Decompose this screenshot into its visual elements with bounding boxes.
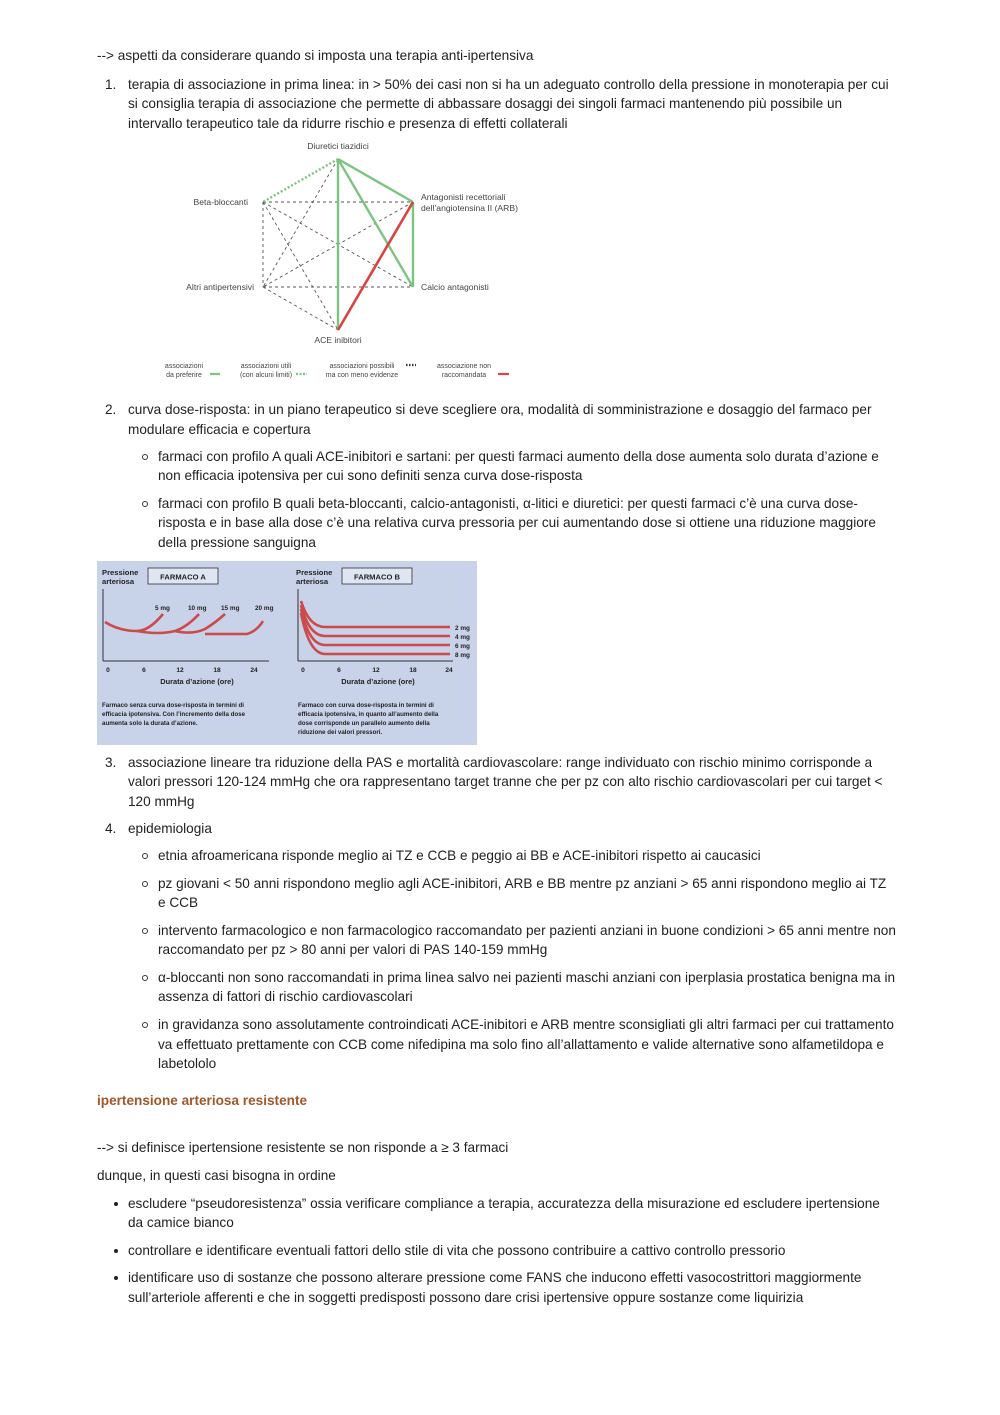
node-ace-inibitori: ACE inibitori (314, 335, 362, 346)
panel-b-ylabel-1: Pressione (296, 567, 333, 577)
node-diuretici: Diuretici tiazidici (307, 141, 369, 152)
tick-b-12: 12 (372, 666, 380, 674)
panel-a-ylabel-1: Pressione (102, 567, 139, 577)
tick-b-18: 18 (409, 666, 417, 674)
legend-non-2: raccomandata (441, 372, 487, 380)
definition-line: --> si definisce ipertensione resistente se non risponde a ≥ 3 farmaci (97, 1140, 509, 1156)
list-item: identificare uso di sostanze che possono alterare pressione come FANS che inducono effetti vasocostrittori maggiormente sull’arteriole afferenti e che in soggetti predisposti possono dare crisi ipertensive oppure sostanze come liquirizia (97, 1268, 897, 1307)
subitem: etnia afroamericana risponde meglio ai TZ e CCB e peggio ai BB e ACE-inibitori rispetto ai caucasici (128, 846, 897, 866)
subitem: intervento farmacologico e non farmacologico raccomandato per pazienti anziani in buone condizioni > 65 anni mentre non raccomandato per pz > 80 anni per valori di PAS 140-159 mmHg (128, 921, 897, 960)
tick-a-12: 12 (176, 666, 184, 674)
lead-line: dunque, in questi casi bisogna in ordine (97, 1168, 336, 1184)
legend-preferire-1: associazioni (164, 363, 204, 371)
preferred-associations-lines (338, 159, 413, 330)
dose-label-b-8: 8 mg (455, 651, 470, 659)
item-text: curva dose-risposta: in un piano terapeutico si deve scegliere ora, modalità di somministrazione e dosaggio del farmaco per modulare efficacia e copertura (128, 402, 872, 437)
intro-line: --> aspetti da considerare quando si imposta una terapia anti-ipertensiva (97, 48, 534, 63)
dose-label-a-15: 15 mg (221, 604, 240, 612)
panel-b-xlabel: Durata d’azione (ore) (341, 676, 415, 686)
list-item (97, 75, 897, 393)
panel-b-caption-1: Farmaco con curva dose-risposta in termini di (298, 701, 434, 709)
tick-b-6: 6 (337, 666, 341, 674)
subitem: in gravidanza sono assolutamente controindicati ACE-inibitori e ARB mentre sconsigliati gli altri farmaci per cui trattamento va effettuato prettamente con CCB come nifedipina ma solo fino all’allattamento e valide alternative sono alfametildopa e labetololo (128, 1015, 897, 1074)
diagram-legend (165, 363, 509, 379)
item-number: 1. (105, 76, 117, 92)
legend-possibili-1: associazioni possibili (329, 363, 395, 371)
tick-a-18: 18 (213, 666, 221, 674)
panel-a-caption-3: aumenta solo la durata d’azione. (102, 719, 198, 727)
panel-a-title: FARMACO A (160, 572, 206, 582)
resistant-steps-list (97, 1194, 897, 1308)
node-arb-line2: dell’angiotensina II (ARB) (421, 203, 518, 214)
panel-b-title: FARMACO B (354, 572, 400, 582)
list-item: controllare e identificare eventuali fattori dello stile di vita che possono contribuire a cattivo controllo pressorio (97, 1241, 897, 1261)
list-item: escludere “pseudoresistenza” ossia verificare compliance a terapia, accuratezza della misurazione ed escludere ipertensione da camice bianco (97, 1194, 897, 1233)
panel-a-caption-2: efficacia ipotensiva. Con l’incremento della dose (102, 710, 246, 718)
list-item (97, 753, 897, 812)
legend-possibili-2: ma con meno evidenze (325, 372, 399, 380)
document-body (97, 46, 897, 1316)
dose-response-figure (97, 561, 477, 745)
useful-association-line (263, 159, 338, 202)
tick-a-24: 24 (250, 666, 258, 674)
item-number: 4. (105, 821, 117, 837)
node-arb-line1: Antagonisti recettoriali (421, 192, 506, 203)
item-number: 2. (105, 402, 117, 418)
panel-b-caption-2: efficacia ipotensiva, in quanto all’aumento della (298, 710, 439, 718)
item-text: epidemiologia (128, 821, 212, 837)
node-altri-antipertensivi: Altri antipertensivi (186, 282, 254, 293)
dose-label-b-2: 2 mg (455, 624, 470, 632)
node-calcio-antagonisti: Calcio antagonisti (421, 282, 489, 293)
dose-label-b-4: 4 mg (455, 633, 470, 641)
panel-a-xlabel: Durata d’azione (ore) (160, 676, 234, 686)
subitem: pz giovani < 50 anni rispondono meglio agli ACE-inibitori, ARB e BB mentre pz anziani > 65 anni rispondono meglio ai TZ e CCB (128, 874, 897, 913)
subitem: α-bloccanti non sono raccomandati in prima linea salvo nei pazienti maschi anziani con iperplasia prostatica benigna ma in assenza di fattori di rischio cardiovascolari (128, 968, 897, 1007)
dose-label-a-10: 10 mg (188, 604, 207, 612)
legend-utili-1: associazioni utili (240, 363, 292, 371)
node-beta-bloccanti: Beta-bloccanti (193, 197, 248, 208)
tick-a-6: 6 (142, 666, 146, 674)
tick-b-24: 24 (445, 666, 453, 674)
panel-b-caption-4: riduzione dei valori pressori. (298, 728, 383, 736)
panel-b-ylabel-2: arteriosa (296, 576, 329, 586)
item-text: associazione lineare tra riduzione della PAS e mortalità cardiovascolare: range individuato con rischio minimo corrisponde a valori pressori 120-124 mmHg che ora rappresentano target tranne che per pz con alto rischio cardiovascolari per cui target < 120 mmHg (128, 754, 883, 809)
dose-label-b-6: 6 mg (455, 642, 470, 650)
legend-preferire-2: da preferire (166, 372, 202, 380)
list-item (97, 400, 897, 744)
considerations-list (97, 75, 897, 1074)
sublist (128, 447, 897, 553)
combination-hexagon-diagram (130, 137, 530, 392)
dose-label-a-20: 20 mg (255, 604, 274, 612)
list-item (97, 819, 897, 1074)
subitem: farmaci con profilo B quali beta-bloccanti, calcio-antagonisti, α-litici e diuretici: per questi farmaci c’è una curva dose-risposta e in base alla dose c’è una relativa curva pressoria per cui aumentando dose si ottiene una riduzione maggiore della pressione sanguigna (128, 494, 897, 553)
tick-b-0: 0 (301, 666, 305, 674)
item-text: terapia di associazione in prima linea: in > 50% dei casi non si ha un adeguato controllo della pressione in monoterapia per cui si consiglia terapia di associazione che permette di abbassare dosaggi dei singoli farmaci mantenendo più possibile un intervallo terapeutico tale da ridurre rischio e presenza di effetti collaterali (128, 76, 889, 131)
section-heading: ipertensione arteriosa resistente (97, 1092, 308, 1108)
panel-a-ylabel-2: arteriosa (102, 576, 135, 586)
sublist (128, 846, 897, 1074)
item-number: 3. (105, 754, 117, 770)
dose-label-a-5: 5 mg (155, 604, 170, 612)
subitem: farmaci con profilo A quali ACE-inibitori e sartani: per questi farmaci aumento della dose aumenta solo durata d’azione e non efficacia ipotensiva per cui sono definiti senza curva dose-risposta (128, 447, 897, 486)
legend-utili-2: (con alcuni limiti) (239, 372, 293, 380)
legend-non-1: associazione non (436, 363, 492, 371)
tick-a-0: 0 (106, 666, 110, 674)
panel-b-caption-3: dose corrisponde un parallelo aumento della (298, 719, 430, 727)
panel-a-caption-1: Farmaco senza curva dose-risposta in termini di (102, 701, 245, 709)
